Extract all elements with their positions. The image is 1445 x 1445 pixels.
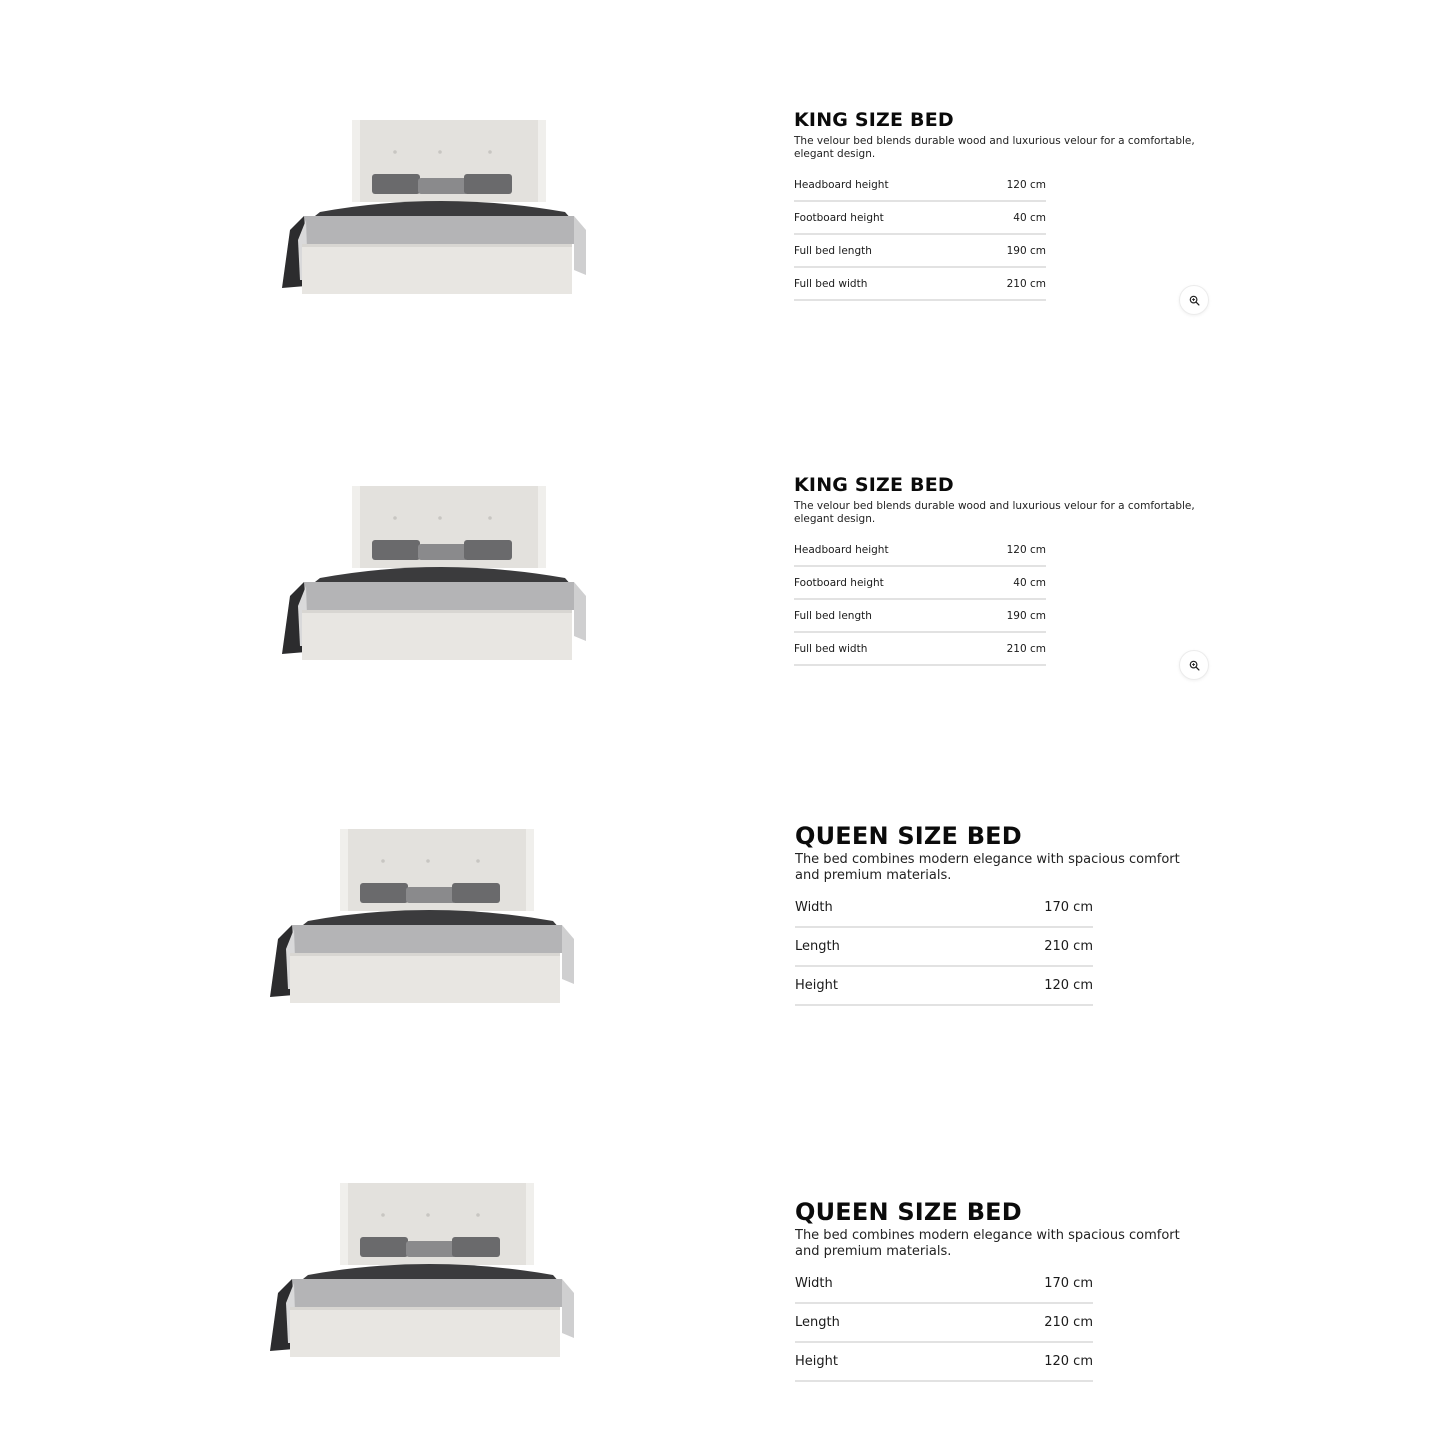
spec-row <box>794 567 1046 600</box>
spec-row <box>794 537 1046 567</box>
product-title: QUEEN SIZE BED <box>795 822 1022 850</box>
spec-value: 210 cm <box>1006 278 1046 290</box>
spec-label: Footboard height <box>794 212 884 224</box>
spec-row <box>794 633 1046 666</box>
spec-label: Headboard height <box>794 544 889 556</box>
spec-row <box>795 1268 1093 1304</box>
spec-value: 120 cm <box>1044 978 1093 993</box>
spec-row <box>794 235 1046 268</box>
product-info <box>794 109 1214 290</box>
spec-value: 170 cm <box>1044 1276 1093 1291</box>
spec-label: Headboard height <box>794 179 889 191</box>
spec-value: 210 cm <box>1044 1315 1093 1330</box>
product-info <box>795 822 1205 993</box>
bed-illustration <box>268 829 578 1014</box>
spec-row <box>794 600 1046 633</box>
bed-illustration <box>280 486 590 671</box>
zoom-in-icon <box>1189 295 1200 306</box>
product-image[interactable] <box>280 486 590 675</box>
spec-table <box>795 1268 1093 1382</box>
spec-row <box>795 892 1093 928</box>
spec-row <box>795 1343 1093 1382</box>
spec-value: 120 cm <box>1006 544 1046 556</box>
spec-value: 120 cm <box>1006 179 1046 191</box>
spec-table <box>794 172 1046 301</box>
bed-illustration <box>280 120 590 305</box>
spec-label: Full bed length <box>794 610 872 622</box>
zoom-button[interactable] <box>1179 650 1209 680</box>
spec-label: Width <box>795 900 833 915</box>
spec-value: 40 cm <box>1013 577 1046 589</box>
spec-label: Full bed width <box>794 643 868 655</box>
product-description: The velour bed blends durable wood and luxurious velour for a comfortable, elegant design. <box>794 135 1195 160</box>
product-title: KING SIZE BED <box>794 109 954 131</box>
product-title: KING SIZE BED <box>794 474 954 496</box>
bed-illustration <box>268 1183 578 1368</box>
spec-value: 190 cm <box>1006 610 1046 622</box>
product-description: The velour bed blends durable wood and luxurious velour for a comfortable, elegant design. <box>794 500 1195 525</box>
zoom-button[interactable] <box>1179 285 1209 315</box>
spec-value: 120 cm <box>1044 1354 1093 1369</box>
spec-table <box>794 537 1046 666</box>
product-image[interactable] <box>280 120 590 309</box>
spec-value: 40 cm <box>1013 212 1046 224</box>
spec-label: Full bed length <box>794 245 872 257</box>
spec-value: 210 cm <box>1044 939 1093 954</box>
spec-value: 170 cm <box>1044 900 1093 915</box>
spec-row <box>795 967 1093 1006</box>
product-description: The bed combines modern elegance with spacious comfort and premium materials. <box>795 1228 1180 1259</box>
spec-label: Footboard height <box>794 577 884 589</box>
spec-label: Height <box>795 1354 838 1369</box>
product-title: QUEEN SIZE BED <box>795 1198 1022 1226</box>
spec-label: Width <box>795 1276 833 1291</box>
spec-label: Length <box>795 939 840 954</box>
zoom-in-icon <box>1189 660 1200 671</box>
product-description: The bed combines modern elegance with spacious comfort and premium materials. <box>795 852 1180 883</box>
spec-value: 190 cm <box>1006 245 1046 257</box>
product-image[interactable] <box>268 829 578 1018</box>
spec-label: Full bed width <box>794 278 868 290</box>
product-image[interactable] <box>268 1183 578 1372</box>
spec-row <box>794 202 1046 235</box>
product-info <box>795 1198 1205 1369</box>
spec-row <box>795 1304 1093 1343</box>
spec-row <box>795 928 1093 967</box>
spec-row <box>794 268 1046 301</box>
spec-value: 210 cm <box>1006 643 1046 655</box>
spec-row <box>794 172 1046 202</box>
spec-label: Length <box>795 1315 840 1330</box>
spec-table <box>795 892 1093 1006</box>
product-info <box>794 474 1214 655</box>
spec-label: Height <box>795 978 838 993</box>
